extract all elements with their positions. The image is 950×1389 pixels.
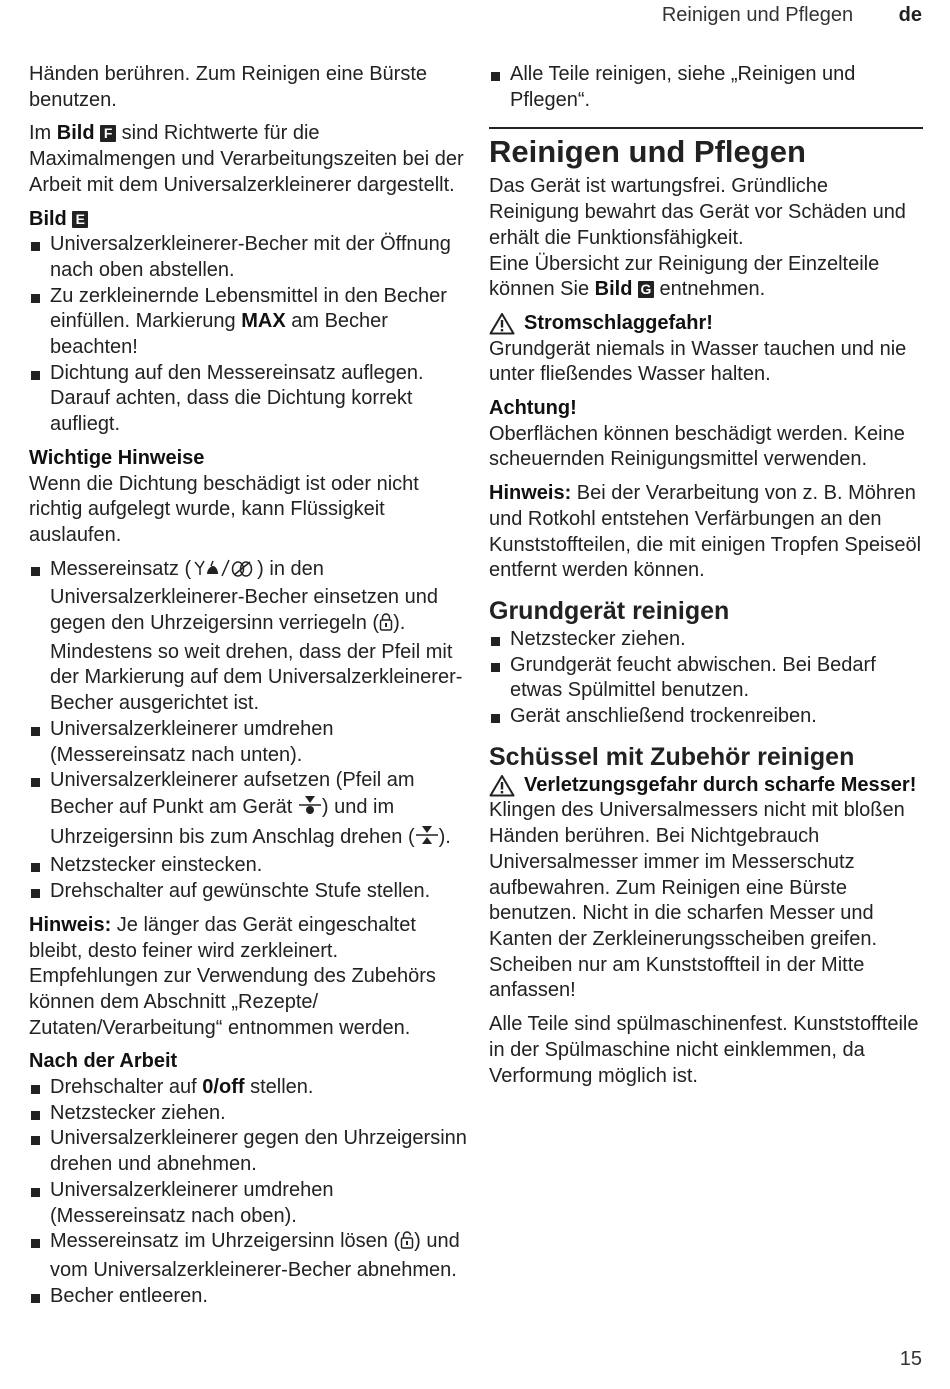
paragraph-continued: Händen berühren. Zum Reinigen eine Bürste benutzen. bbox=[29, 63, 428, 111]
bild-label: Bild bbox=[29, 207, 67, 230]
overview-paragraph bbox=[489, 252, 923, 303]
left-column bbox=[29, 62, 469, 1317]
text: Universalzerkleinerer aufsetzen (Pfeil am Becher auf Punkt am Gerät bbox=[50, 769, 415, 818]
text: Messereinsatz ( bbox=[50, 557, 192, 580]
header-language: de bbox=[898, 4, 922, 26]
section-title: Reinigen und Pflegen bbox=[489, 134, 806, 170]
warning-title: Verletzungsgefahr durch scharfe Messer! bbox=[524, 773, 917, 796]
hinweis-label: Hinweis: bbox=[489, 482, 572, 505]
intro-paragraph: Das Gerät ist wartungsfrei. Gründliche Reinigung bewahrt das Gerät vor Schäden und erhält die Funktionsfähigkeit. bbox=[489, 175, 906, 249]
warning-text: Klingen des Universalmessers nicht mit bloßen Händen berühren. Bei Nichtgebrauch Universalmesser immer im Messerschutz aufbewahren. Zum Reinigen eine Bürste benutzen. Nicht in die scharfen Messer und Kanten der Zerkleinerungsscheiben greifen. Scheiben nur am Kunststoffteil in der Mitte anfassen! bbox=[489, 799, 905, 1002]
text: Im bbox=[29, 122, 57, 145]
important-notes-title bbox=[29, 446, 469, 472]
list-item: Universalzerkleinerer umdrehen (Messereinsatz nach oben). bbox=[29, 1178, 469, 1229]
paragraph-bild-f bbox=[29, 121, 469, 198]
heading: Achtung! bbox=[489, 397, 577, 420]
page-number: 15 bbox=[899, 1348, 922, 1370]
assembly-list bbox=[29, 557, 469, 905]
text: ) und vom Universalzerkleinerer-Becher abnehmen. bbox=[50, 1230, 460, 1281]
arrow-to-stop-icon bbox=[415, 824, 439, 854]
hinweis-paragraph bbox=[29, 913, 469, 1042]
subsection-title-grundgeraet: Grundgerät reinigen bbox=[489, 596, 730, 625]
header-section-title: Reinigen und Pflegen bbox=[661, 4, 854, 26]
heading: Nach der Arbeit bbox=[29, 1050, 178, 1073]
text: ). bbox=[438, 825, 451, 848]
list-item: Grundgerät feucht abwischen. Bei Bedarf etwas Spülmittel benutzen. bbox=[489, 653, 923, 704]
list-item: Gerät anschließend trockenreiben. bbox=[489, 704, 923, 730]
heading: Wichtige Hinweise bbox=[29, 446, 205, 469]
blade-symbol-icon bbox=[191, 558, 257, 586]
list-item: Alle Teile reinigen, siehe „Reinigen und Pflegen“. bbox=[489, 62, 923, 113]
arrow-to-point-icon bbox=[298, 794, 322, 824]
attention-title bbox=[489, 396, 923, 422]
dishwasher-paragraph: Alle Teile sind spülmaschinenfest. Kunststoffteile in der Spülmaschine nicht einklemmen, da Verformung möglich ist. bbox=[489, 1013, 919, 1087]
injury-warning bbox=[489, 773, 923, 799]
important-notes-text: Wenn die Dichtung beschädigt ist oder nicht richtig aufgelegt wurde, kann Flüssigkeit auslaufen. bbox=[29, 472, 419, 546]
list-item: Dichtung auf den Messereinsatz auflegen. Darauf achten, dass die Dichtung korrekt aufliegt. bbox=[29, 361, 469, 438]
right-column bbox=[489, 62, 923, 1097]
list-item: Universalzerkleinerer-Becher mit der Öffnung nach oben abstellen. bbox=[29, 232, 469, 283]
text: Bei der Verarbeitung von z. B. Möhren und Rotkohl entstehen Verfärbungen an den Kunststoffteilen, die mit einigen Tropfen Speiseöl entfernt werden können. bbox=[489, 482, 922, 582]
list-item bbox=[29, 1075, 469, 1101]
base-unit-list bbox=[489, 627, 923, 730]
warning-triangle-icon bbox=[489, 312, 515, 343]
list-item: Netzstecker ziehen. bbox=[29, 1101, 469, 1127]
figure-letter-e: E bbox=[72, 211, 88, 228]
list-item: Becher entleeren. bbox=[29, 1284, 469, 1310]
text: am Becher beachten! bbox=[50, 310, 388, 359]
hinweis-paragraph bbox=[489, 481, 923, 584]
warning-triangle-icon bbox=[489, 774, 515, 805]
list-item bbox=[29, 284, 469, 361]
text: ) und im Uhrzeigersinn bis zum Anschlag drehen ( bbox=[50, 795, 415, 848]
max-marking: MAX bbox=[241, 310, 286, 333]
text: sind Richtwerte für die Maximalmengen und Verarbeitungszeiten bei der Arbeit mit dem Universalzerkleinerer dargestellt. bbox=[29, 122, 464, 196]
text: ) in den Universalzerkleinerer-Becher einsetzen und gegen den Uhrzeigersinn verriegeln ( bbox=[50, 557, 438, 635]
text: Messereinsatz im Uhrzeigersinn lösen ( bbox=[50, 1230, 401, 1253]
text: stellen. bbox=[244, 1076, 314, 1099]
text: entnehmen. bbox=[653, 278, 766, 301]
list-item: Netzstecker ziehen. bbox=[489, 627, 923, 653]
bild-label: Bild bbox=[56, 122, 95, 145]
warning-text: Grundgerät niemals in Wasser tauchen und nie unter fließendes Wasser halten. bbox=[489, 337, 907, 386]
steps-list bbox=[29, 232, 469, 438]
text: Drehschalter auf bbox=[50, 1076, 203, 1099]
warning-title: Stromschlaggefahr! bbox=[524, 311, 713, 334]
bild-label: Bild bbox=[594, 278, 633, 301]
lock-open-icon bbox=[400, 1230, 414, 1258]
after-work-list bbox=[29, 1075, 469, 1309]
text: Je länger das Gerät eingeschaltet bleibt, desto feiner wird zerkleinert. Empfehlungen zur Verwendung des Zubehörs können dem Abschnitt „Rezepte/ Zutaten/Verarbeitung“ entnommen werden. bbox=[29, 913, 436, 1039]
list-item: Universalzerkleinerer umdrehen (Messereinsatz nach unten). bbox=[29, 717, 469, 768]
figure-letter-f: F bbox=[100, 125, 116, 142]
page-header bbox=[662, 4, 922, 27]
attention-text: Oberflächen können beschädigt werden. Keine scheuernden Reinigungsmittel verwenden. bbox=[489, 422, 905, 471]
list-item bbox=[29, 768, 469, 853]
hinweis-label: Hinweis: bbox=[29, 913, 112, 936]
list-item bbox=[29, 557, 469, 717]
switch-position: 0/off bbox=[202, 1076, 245, 1099]
subsection-title-schuessel: Schüssel mit Zubehör reinigen bbox=[489, 742, 855, 771]
figure-letter-g: G bbox=[638, 281, 654, 298]
list-item: Drehschalter auf gewünschte Stufe stellen. bbox=[29, 879, 469, 905]
list-item bbox=[29, 1229, 469, 1283]
electric-shock-warning bbox=[489, 311, 923, 337]
list-item: Universalzerkleinerer gegen den Uhrzeigersinn drehen und abnehmen. bbox=[29, 1126, 469, 1177]
bild-e-heading bbox=[29, 207, 469, 233]
text: Eine Übersicht zur Reinigung der Einzelteile können Sie bbox=[489, 252, 880, 301]
text: Zu zerkleinernde Lebensmittel in den Becher einfüllen. Markierung bbox=[50, 284, 447, 333]
lock-closed-icon bbox=[379, 612, 393, 640]
section-rule bbox=[489, 127, 923, 171]
text: ). Mindestens so weit drehen, dass der Pfeil mit der Markierung auf dem Universalzerkleinerer-Becher ausgerichtet ist. bbox=[50, 612, 463, 715]
after-work-title bbox=[29, 1049, 469, 1075]
top-list bbox=[489, 62, 923, 113]
list-item: Netzstecker einstecken. bbox=[29, 853, 469, 879]
